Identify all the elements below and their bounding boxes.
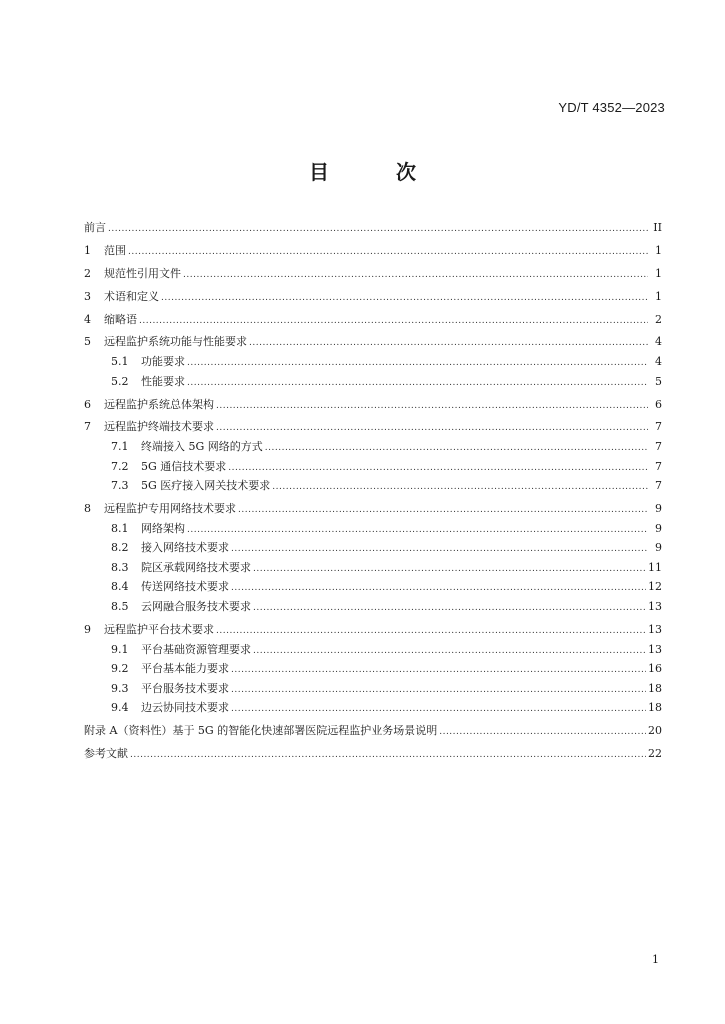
toc-entry-page: 7 xyxy=(655,420,662,434)
toc-entry-number: 5 xyxy=(84,335,91,349)
toc-entry-label: 终端接入 5G 网络的方式 xyxy=(141,440,263,454)
toc-dot-leader xyxy=(238,501,648,521)
toc-entry-number: 8.2 xyxy=(111,541,129,555)
toc-dot-leader xyxy=(253,642,646,662)
toc-entry-number: 1 xyxy=(84,243,91,257)
toc-entry[interactable] xyxy=(84,620,662,640)
toc-entry[interactable] xyxy=(84,332,662,352)
toc-dot-leader xyxy=(228,459,648,479)
toc-entry-label: 5G 通信技术要求 xyxy=(141,459,227,473)
toc-dot-leader xyxy=(183,266,648,286)
toc-entry[interactable] xyxy=(84,241,662,261)
toc-entry-number: 9 xyxy=(84,622,91,636)
toc-entry-number: 5.2 xyxy=(111,374,129,388)
toc-entry-label: 附录 A（资料性）基于 5G 的智能化快速部署医院远程监护业务场景说明 xyxy=(84,724,438,738)
toc-entry-page: 9 xyxy=(655,541,662,555)
toc-entry-label: 传送网络技术要求 xyxy=(141,580,229,594)
toc-entry[interactable] xyxy=(84,352,662,372)
toc-entry-label: 远程监护终端技术要求 xyxy=(104,420,214,434)
toc-entry-number: 7.2 xyxy=(111,459,129,473)
toc-entry-number: 8.3 xyxy=(111,560,129,574)
toc-entry-page: 7 xyxy=(655,440,662,454)
toc-dot-leader xyxy=(216,622,646,642)
toc-dot-leader xyxy=(231,681,646,701)
toc-entry-label: 术语和定义 xyxy=(104,289,159,303)
toc-entry[interactable] xyxy=(84,372,662,392)
toc-entry[interactable] xyxy=(84,395,662,415)
toc-entry-label: 远程监护专用网络技术要求 xyxy=(104,502,236,516)
toc-entry-number: 9.1 xyxy=(111,642,129,656)
toc-entry-number: 5.1 xyxy=(111,355,129,369)
toc-entry-label: 缩略语 xyxy=(104,312,137,326)
toc-entry-page: II xyxy=(653,221,662,234)
toc-entry[interactable] xyxy=(84,437,662,457)
toc-dot-leader xyxy=(161,289,648,309)
toc-entry-page: 16 xyxy=(648,662,662,676)
toc-dot-leader xyxy=(253,599,646,619)
toc-dot-leader xyxy=(130,746,646,766)
toc-entry-page: 5 xyxy=(655,374,662,388)
toc-entry-number: 9.4 xyxy=(111,701,129,715)
toc-entry-number: 6 xyxy=(84,397,91,411)
toc-entry[interactable] xyxy=(84,264,662,284)
toc-entry[interactable] xyxy=(84,597,662,617)
toc-entry-label: 前言 xyxy=(84,221,106,234)
document-code: YD/T 4352—2023 xyxy=(558,100,665,115)
toc-entry-number: 7 xyxy=(84,420,91,434)
toc-entry-label: 性能要求 xyxy=(141,374,185,388)
toc-entry[interactable] xyxy=(84,417,662,437)
toc-entry-label: 远程监护平台技术要求 xyxy=(104,622,214,636)
toc-entry-label: 5G 医疗接入网关技术要求 xyxy=(141,479,271,493)
toc-entry-page: 4 xyxy=(655,335,662,349)
toc-entry-label: 接入网络技术要求 xyxy=(141,541,229,555)
toc-dot-leader xyxy=(128,243,648,263)
toc-entry-label: 网络架构 xyxy=(141,521,185,535)
toc-entry-number: 7.3 xyxy=(111,479,129,493)
toc-entry-label: 平台服务技术要求 xyxy=(141,681,229,695)
toc-entry-page: 11 xyxy=(648,560,662,574)
toc-dot-leader xyxy=(108,220,648,240)
toc-entry-page: 7 xyxy=(655,459,662,473)
toc-dot-leader xyxy=(216,419,648,439)
toc-entry-number: 8 xyxy=(84,502,91,516)
toc-entry-page: 1 xyxy=(655,243,662,257)
toc-entry-label: 范围 xyxy=(104,243,126,257)
toc-entry-label: 平台基本能力要求 xyxy=(141,662,229,676)
toc-entry-label: 参考文献 xyxy=(84,747,128,761)
toc-entry[interactable] xyxy=(84,538,662,558)
toc-entry-page: 13 xyxy=(648,600,662,614)
toc-entry-page: 22 xyxy=(648,747,662,761)
toc-entry-number: 7.1 xyxy=(111,440,129,454)
toc-entry-page: 2 xyxy=(655,312,662,326)
table-of-contents xyxy=(84,218,662,764)
toc-dot-leader xyxy=(139,312,648,332)
toc-dot-leader xyxy=(439,723,646,743)
toc-entry[interactable] xyxy=(84,679,662,699)
toc-entry-number: 3 xyxy=(84,289,91,303)
toc-entry-number: 8.4 xyxy=(111,580,129,594)
toc-entry-number: 9.3 xyxy=(111,681,129,695)
toc-entry[interactable] xyxy=(84,218,662,238)
toc-entry[interactable] xyxy=(84,721,662,741)
toc-entry-page: 20 xyxy=(648,724,662,738)
toc-entry[interactable] xyxy=(84,698,662,718)
toc-entry-label: 远程监护系统功能与性能要求 xyxy=(104,335,247,349)
toc-dot-leader xyxy=(231,540,648,560)
toc-dot-leader xyxy=(265,439,648,459)
toc-dot-leader xyxy=(187,374,648,394)
toc-entry-page: 1 xyxy=(655,289,662,303)
toc-entry-page: 13 xyxy=(648,622,662,636)
toc-entry-page: 9 xyxy=(655,521,662,535)
toc-dot-leader xyxy=(187,354,648,374)
toc-dot-leader xyxy=(187,521,648,541)
toc-entry-page: 7 xyxy=(655,479,662,493)
toc-dot-leader xyxy=(253,560,646,580)
toc-entry[interactable] xyxy=(84,287,662,307)
toc-dot-leader xyxy=(216,397,648,417)
page-title: 目 次 xyxy=(309,160,446,184)
toc-entry-label: 边云协同技术要求 xyxy=(141,701,229,715)
toc-entry-page: 1 xyxy=(655,266,662,280)
toc-entry[interactable] xyxy=(84,659,662,679)
toc-entry-number: 9.2 xyxy=(111,662,129,676)
toc-dot-leader xyxy=(231,579,646,599)
toc-entry[interactable] xyxy=(84,310,662,330)
toc-entry-page: 18 xyxy=(648,701,662,715)
toc-dot-leader xyxy=(231,661,646,681)
toc-entry-label: 远程监护系统总体架构 xyxy=(104,397,214,411)
toc-entry[interactable] xyxy=(84,640,662,660)
toc-entry[interactable] xyxy=(84,499,662,519)
toc-entry[interactable] xyxy=(84,457,662,477)
page-number: 1 xyxy=(652,953,659,966)
toc-entry-page: 6 xyxy=(655,397,662,411)
toc-entry[interactable] xyxy=(84,558,662,578)
toc-entry-label: 平台基础资源管理要求 xyxy=(141,642,251,656)
toc-entry-page: 13 xyxy=(648,642,662,656)
toc-entry[interactable] xyxy=(84,744,662,764)
toc-dot-leader xyxy=(231,700,646,720)
toc-entry-label: 规范性引用文件 xyxy=(104,266,181,280)
toc-entry-page: 9 xyxy=(655,502,662,516)
toc-entry-number: 8.1 xyxy=(111,521,129,535)
toc-entry-number: 4 xyxy=(84,312,91,326)
toc-entry[interactable] xyxy=(84,577,662,597)
toc-dot-leader xyxy=(272,478,648,498)
toc-entry-page: 12 xyxy=(648,580,662,594)
toc-entry-number: 2 xyxy=(84,266,91,280)
toc-entry[interactable] xyxy=(84,476,662,496)
toc-entry-page: 18 xyxy=(648,681,662,695)
toc-entry-page: 4 xyxy=(655,355,662,369)
toc-entry-label: 院区承载网络技术要求 xyxy=(141,560,251,574)
toc-dot-leader xyxy=(249,334,648,354)
toc-entry-label: 云网融合服务技术要求 xyxy=(141,600,251,614)
toc-entry-label: 功能要求 xyxy=(141,355,185,369)
toc-entry[interactable] xyxy=(84,519,662,539)
toc-entry-number: 8.5 xyxy=(111,600,129,614)
